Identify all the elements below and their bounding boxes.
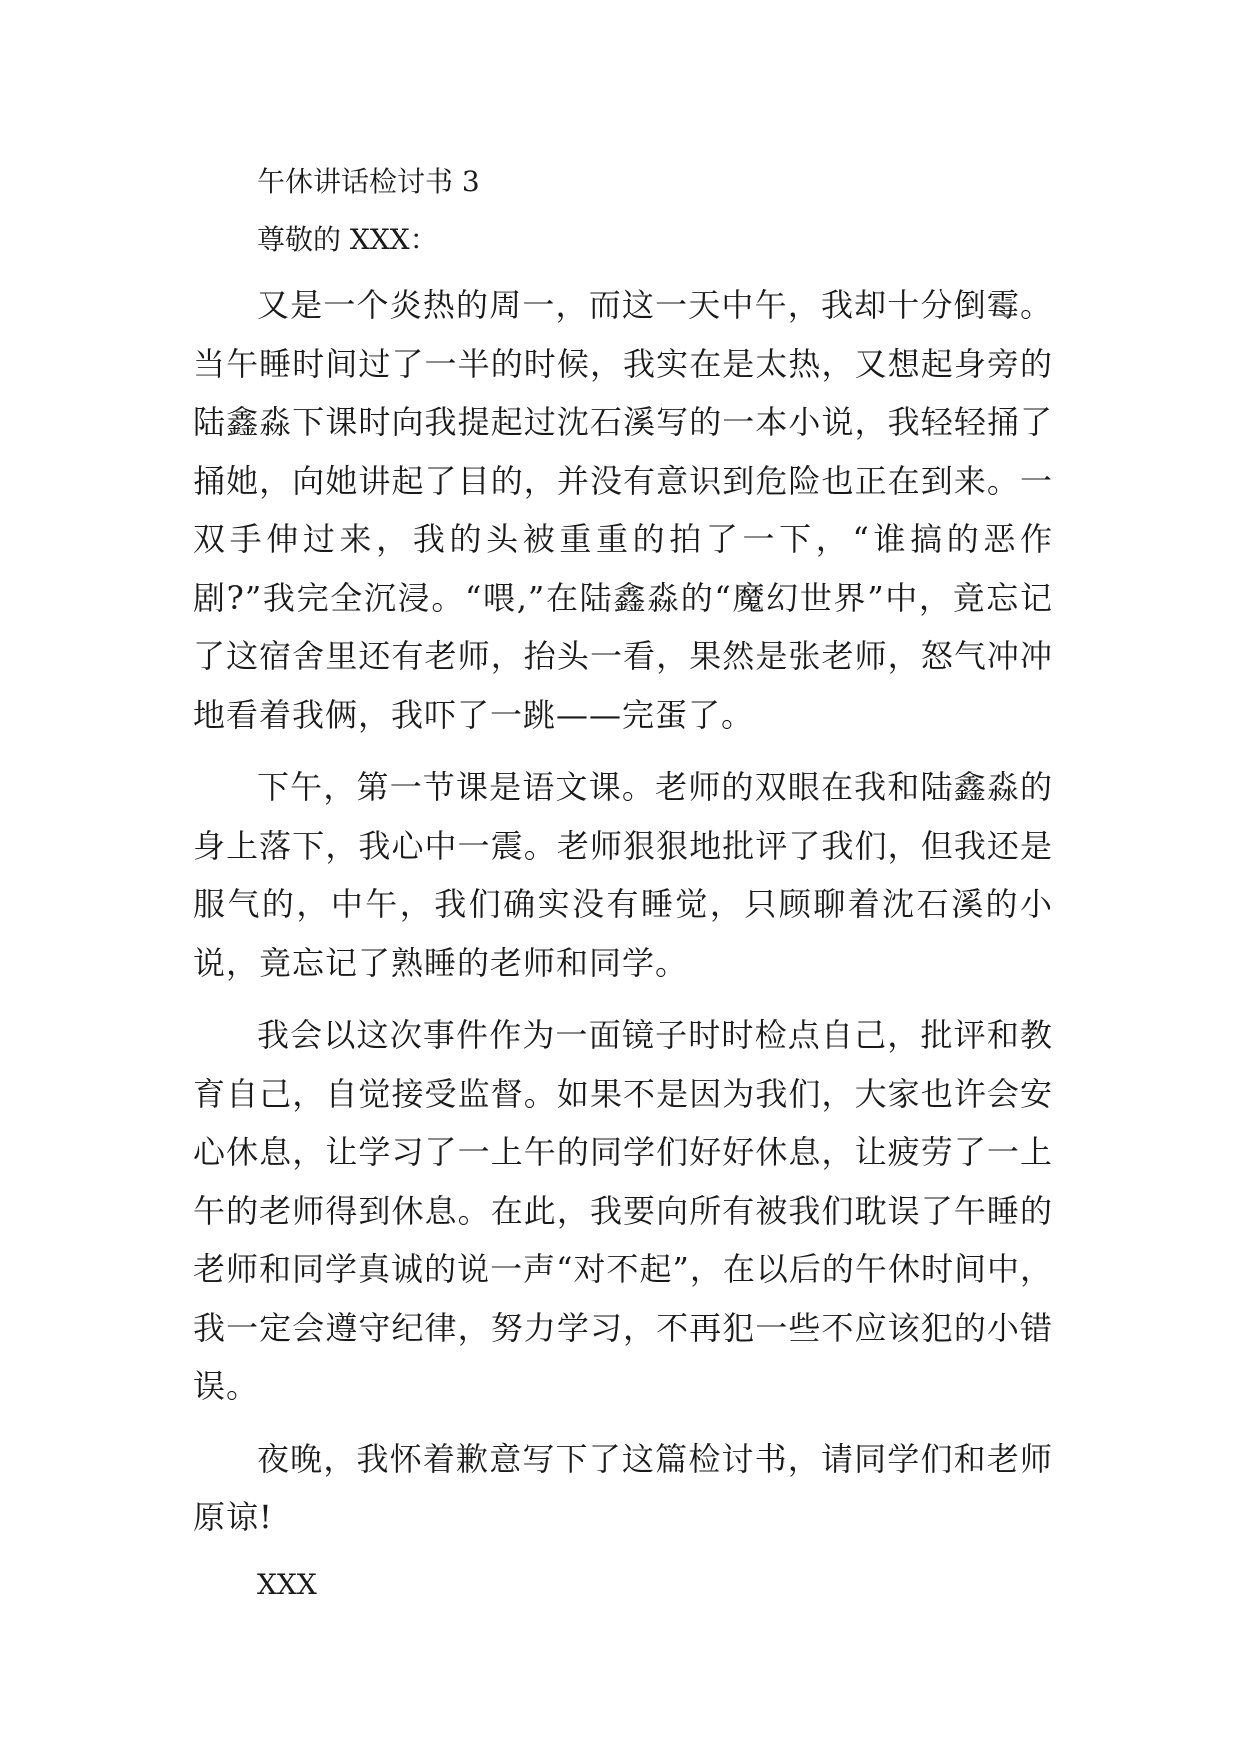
paragraph-4: 夜晚，我怀着歉意写下了这篇检讨书，请同学们和老师原谅! bbox=[193, 1439, 1053, 1536]
paragraph-2: 下午，第一节课是语文课。老师的双眼在我和陆鑫淼的身上落下，我心中一震。老师狠狠地批评了我们，但我还是服气的，中午，我们确实没有睡觉，只顾聊着沈石溪的小说，竟忘记了熟睡的老师和同学。 bbox=[193, 768, 1053, 982]
signature: XXX bbox=[257, 1567, 317, 1601]
paragraph-3: 我会以这次事件作为一面镜子时时检点自己，批评和教育自己，自觉接受监督。如果不是因为我们，大家也许会安心休息，让学习了一上午的同学们好好休息，让疲劳了一上午的老师得到休息。在此，我要向所有被我们耽误了午睡的老师和同学真诚的说一声“对不起”，在以后的午休时间中，我一定会遵守纪律，努力学习，不再犯一些不应该犯的小错误。 bbox=[193, 1016, 1053, 1405]
paragraph-1: 又是一个炎热的周一，而这一天中午，我却十分倒霉。当午睡时间过了一半的时候，我实在是太热，又想起身旁的陆鑫淼下课时向我提起过沈石溪写的一本小说，我轻轻捅了捅她，向她讲起了目的，并没有意识到危险也正在到来。一双手伸过来，我的头被重重的拍了一下，“谁搞的恶作剧?”我完全沉浸。“喂,”在陆鑫淼的“魔幻世界”中，竟忘记了这宿舍里还有老师，抬头一看，果然是张老师，怒气冲冲地看着我俩，我吓了一跳——完蛋了。 bbox=[193, 286, 1053, 734]
document-title: 午休讲话检讨书 3 bbox=[257, 165, 480, 198]
document-body bbox=[193, 160, 1053, 1607]
salutation: 尊敬的 XXX： bbox=[257, 223, 438, 256]
